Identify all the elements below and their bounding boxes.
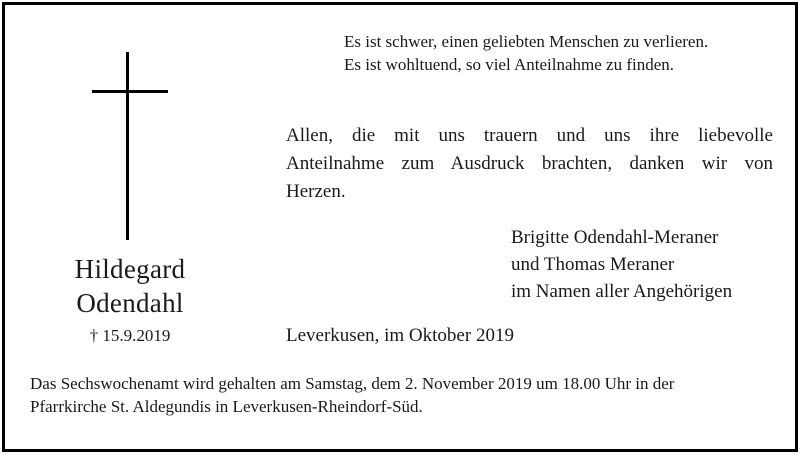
death-date: † 15.9.2019 xyxy=(89,326,171,345)
thanks-line: Anteilnahme zum Ausdruck brachten, danken wir von xyxy=(286,153,773,174)
condolence-quote xyxy=(344,30,784,76)
deceased-first-name: Hildegard xyxy=(74,254,186,284)
signatory-line: im Namen aller Angehörigen xyxy=(511,281,733,302)
thanks-line: Allen, die mit uns trauern und uns ihre liebevolle xyxy=(286,125,773,146)
deceased-last-name: Odendahl xyxy=(76,288,184,318)
quote-line: Es ist schwer, einen geliebten Menschen zu verlieren. xyxy=(344,32,709,51)
service-notice-line: Das Sechswochenamt wird gehalten am Samstag, dem 2. November 2019 um 18.00 Uhr in der xyxy=(30,374,675,393)
service-notice xyxy=(30,372,790,418)
signatories xyxy=(511,224,791,305)
thanks-paragraph xyxy=(286,122,773,206)
deceased-block xyxy=(30,252,230,348)
signatory-line: und Thomas Meraner xyxy=(511,254,675,275)
place-and-date: Leverkusen, im Oktober 2019 xyxy=(286,325,514,346)
thanks-line: Herzen. xyxy=(286,181,346,202)
cross-vertical-beam xyxy=(126,52,129,240)
cross-horizontal-beam xyxy=(92,90,168,93)
service-notice-line: Pfarrkirche St. Aldegundis in Leverkusen-Rheindorf-Süd. xyxy=(30,397,423,416)
quote-line: Es ist wohltuend, so viel Anteilnahme zu finden. xyxy=(344,55,675,74)
signatory-line: Brigitte Odendahl-Meraner xyxy=(511,227,719,248)
